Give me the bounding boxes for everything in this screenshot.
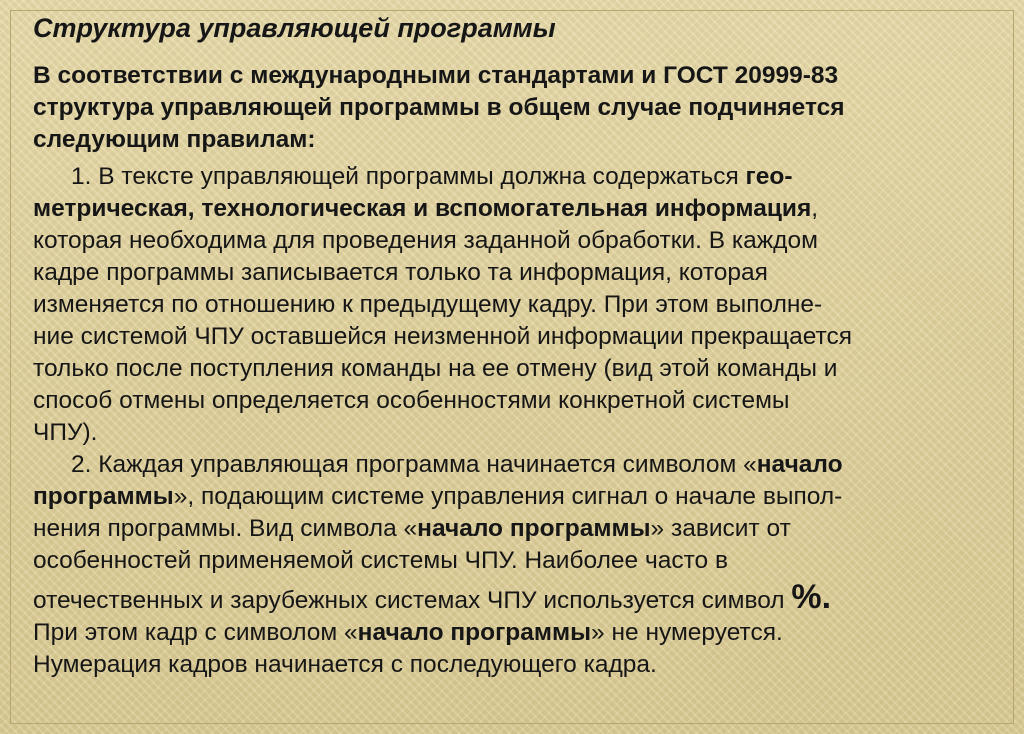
- rule-1-line-9: ЧПУ).: [33, 419, 98, 446]
- rule-2-text: », подающим системе управления сигнал о начале выпол-: [173, 483, 843, 510]
- rule-1-line-4: кадре программы записывается только та информация, которая: [33, 259, 768, 286]
- rule-2-text: При этом кадр с символом «: [33, 619, 358, 646]
- rule-1-line-6: ние системой ЧПУ оставшейся неизменной информации прекращается: [33, 323, 853, 350]
- rule-2-line-6: [33, 617, 1003, 649]
- rule-2-text: » зависит от: [650, 515, 791, 542]
- rule-1-comma: ,: [811, 195, 819, 222]
- intro-paragraph: [33, 60, 993, 156]
- intro-line-3: следующим правилам:: [33, 126, 316, 153]
- rule-2-text: нения программы. Вид символа «: [33, 515, 418, 542]
- rule-2-bold-term: начало программы: [357, 619, 592, 646]
- rule-2-bold-term: программы: [33, 483, 174, 510]
- intro-line-1: В соответствии с международными стандартами и ГОСТ 20999-83: [33, 62, 839, 89]
- rule-2-text: 2. Каждая управляющая программа начинается символом «: [71, 451, 757, 478]
- intro-line-2: структура управляющей программы в общем случае подчиняется: [33, 94, 845, 121]
- rule-2-text: отечественных и зарубежных системах ЧПУ используется символ: [33, 587, 792, 614]
- rule-2-line-5: [33, 577, 1003, 617]
- rule-1-line-5: изменяется по отношению к предыдущему кадру. При этом выполне-: [33, 291, 823, 318]
- rules-text: [33, 161, 1003, 681]
- rule-2-line-1: [33, 449, 1003, 481]
- rule-1-line-1: [33, 161, 1003, 193]
- rule-1-bold: гео-: [745, 163, 793, 190]
- slide-title: Структура управляющей программы: [33, 13, 556, 43]
- rule-2-bold-term: начало программы: [417, 515, 651, 542]
- percent-symbol: %.: [791, 578, 832, 616]
- rule-1-line-8: способ отмены определяется особенностями конкретной системы: [33, 387, 790, 414]
- rule-2-line-2: [33, 481, 1003, 513]
- rule-2-line-4: особенностей применяемой системы ЧПУ. Наиболее часто в: [33, 547, 728, 574]
- rule-1-line-3: которая необходима для проведения заданной обработки. В каждом: [33, 227, 818, 254]
- rule-1-line-7: только после поступления команды на ее отмену (вид этой команды и: [33, 355, 838, 382]
- rule-1-line-2: [33, 193, 1003, 225]
- rule-2-line-7: Нумерация кадров начинается с последующего кадра.: [33, 651, 657, 678]
- rule-2-text: » не нумеруется.: [591, 619, 783, 646]
- rule-2-bold: начало: [756, 451, 843, 478]
- rule-2-line-3: [33, 513, 1003, 545]
- rule-1-bold-term: метрическая, технологическая и вспомогательная информация: [33, 195, 812, 222]
- rule-1-text: 1. В тексте управляющей программы должна содержаться: [71, 163, 746, 190]
